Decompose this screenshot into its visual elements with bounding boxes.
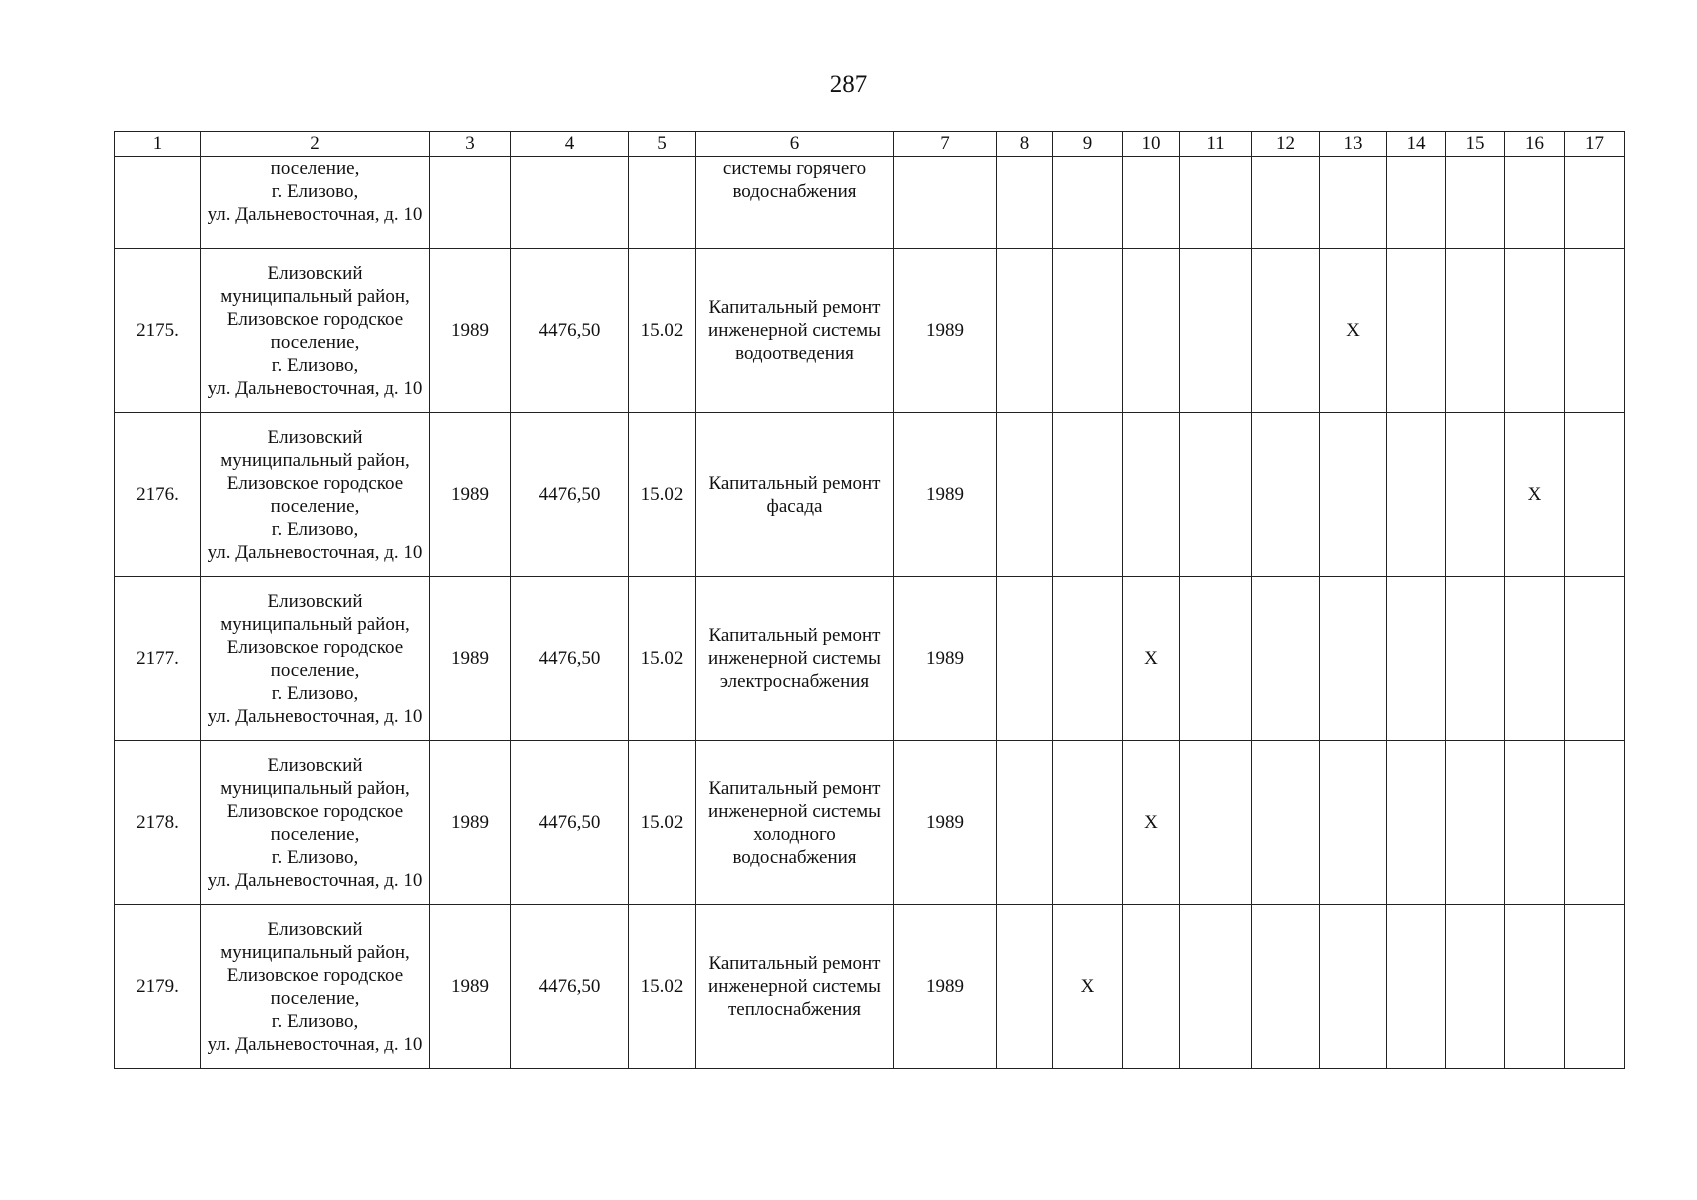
cell-address bbox=[201, 157, 430, 249]
cell-mark bbox=[1565, 413, 1625, 577]
cell-area bbox=[511, 905, 629, 1069]
cell-mark bbox=[1505, 905, 1565, 1069]
cell-num-text: 2176. bbox=[136, 484, 179, 505]
cell-address-text: Елизовский муниципальный район, Елизовское городское поселение, г. Елизово, ул. Дальневосточная, д. 10 bbox=[207, 754, 423, 891]
cell-year-text: 1989 bbox=[926, 648, 964, 669]
cell-mark bbox=[1387, 577, 1446, 741]
cell-mark bbox=[1320, 741, 1387, 905]
cell-year bbox=[894, 905, 997, 1069]
cell-mark bbox=[1180, 905, 1252, 1069]
cell-year-text: 1989 bbox=[926, 976, 964, 997]
column-header: 5 bbox=[629, 132, 696, 157]
address-text: поселение, г. Елизово, ул. Дальневосточная, д. 10 bbox=[207, 158, 423, 225]
column-header: 8 bbox=[997, 132, 1053, 157]
cell-mark bbox=[1565, 741, 1625, 905]
cell-mark-x: X bbox=[1320, 249, 1387, 413]
cell-address bbox=[201, 249, 430, 413]
cell-area bbox=[511, 741, 629, 905]
column-header: 13 bbox=[1320, 132, 1387, 157]
cell-mark bbox=[1505, 577, 1565, 741]
column-header: 14 bbox=[1387, 132, 1446, 157]
cell-work bbox=[696, 249, 894, 413]
cell-mark bbox=[1387, 413, 1446, 577]
cell-code bbox=[629, 905, 696, 1069]
cell-code bbox=[629, 577, 696, 741]
cell-work-text: Капитальный ремонт фасада bbox=[708, 472, 881, 517]
cell-year bbox=[894, 413, 997, 577]
cell-address bbox=[201, 577, 430, 741]
cell-mark bbox=[1320, 577, 1387, 741]
column-header: 16 bbox=[1505, 132, 1565, 157]
cell-work bbox=[696, 157, 894, 249]
cell-mark bbox=[1053, 249, 1123, 413]
cell-mark bbox=[1505, 741, 1565, 905]
cell-mark bbox=[1180, 249, 1252, 413]
column-header: 6 bbox=[696, 132, 894, 157]
cell-mark bbox=[1446, 249, 1505, 413]
cell-num-text: 2179. bbox=[136, 976, 179, 997]
cell-year-built bbox=[430, 249, 511, 413]
cell-num-text: 2177. bbox=[136, 648, 179, 669]
cell-area-text: 4476,50 bbox=[538, 812, 601, 833]
cell-mark bbox=[1446, 157, 1505, 249]
cell-mark bbox=[1123, 413, 1180, 577]
cell-year-built-text: 1989 bbox=[451, 320, 489, 341]
cell-mark bbox=[1180, 157, 1252, 249]
cell-address bbox=[201, 741, 430, 905]
cell-mark bbox=[1252, 413, 1320, 577]
column-header: 7 bbox=[894, 132, 997, 157]
cell-code-text: 15.02 bbox=[640, 648, 684, 669]
cell-mark bbox=[1053, 577, 1123, 741]
cell-mark bbox=[997, 577, 1053, 741]
cell-mark-x: X bbox=[1123, 577, 1180, 741]
cell-mark bbox=[997, 249, 1053, 413]
cell-mark bbox=[1387, 157, 1446, 249]
cell-address-text: Елизовский муниципальный район, Елизовское городское поселение, г. Елизово, ул. Дальневосточная, д. 10 bbox=[207, 590, 423, 727]
cell-mark bbox=[1053, 157, 1123, 249]
cell-work-text: Капитальный ремонт инженерной системы холодного водоснабжения bbox=[708, 777, 881, 868]
cell-mark-x: X bbox=[1053, 905, 1123, 1069]
cell-year-built bbox=[430, 157, 511, 249]
cell-mark bbox=[1565, 157, 1625, 249]
cell-mark bbox=[1252, 905, 1320, 1069]
column-header: 3 bbox=[430, 132, 511, 157]
cell-mark bbox=[1252, 157, 1320, 249]
cell-year-built bbox=[430, 905, 511, 1069]
table-row bbox=[115, 413, 1625, 577]
cell-year-built-text: 1989 bbox=[451, 976, 489, 997]
cell-area bbox=[511, 577, 629, 741]
cell-year bbox=[894, 157, 997, 249]
column-header: 9 bbox=[1053, 132, 1123, 157]
cell-area bbox=[511, 249, 629, 413]
cell-code bbox=[629, 249, 696, 413]
column-header: 10 bbox=[1123, 132, 1180, 157]
cell-year-built bbox=[430, 413, 511, 577]
table-row bbox=[115, 249, 1625, 413]
cell-year-built bbox=[430, 741, 511, 905]
cell-year-text: 1989 bbox=[926, 484, 964, 505]
cell-year-text: 1989 bbox=[926, 812, 964, 833]
cell-year bbox=[894, 741, 997, 905]
cell-work-text: Капитальный ремонт инженерной системы водоотведения bbox=[708, 297, 881, 364]
cell-year-built-text: 1989 bbox=[451, 812, 489, 833]
cell-year bbox=[894, 249, 997, 413]
cell-mark bbox=[1123, 905, 1180, 1069]
cell-num bbox=[115, 905, 201, 1069]
cell-mark bbox=[1320, 413, 1387, 577]
cell-address bbox=[201, 905, 430, 1069]
cell-mark bbox=[1053, 741, 1123, 905]
cell-work bbox=[696, 741, 894, 905]
cell-area bbox=[511, 413, 629, 577]
cell-mark bbox=[1387, 249, 1446, 413]
cell-code-text: 15.02 bbox=[640, 976, 684, 997]
column-header: 1 bbox=[115, 132, 201, 157]
table-row bbox=[115, 905, 1625, 1069]
cell-address-text: Елизовский муниципальный район, Елизовское городское поселение, г. Елизово, ул. Дальневосточная, д. 10 bbox=[207, 918, 423, 1055]
column-header: 17 bbox=[1565, 132, 1625, 157]
cell-mark bbox=[1446, 741, 1505, 905]
cell-num bbox=[115, 249, 201, 413]
cell-num-text: 2178. bbox=[136, 812, 179, 833]
cell-year-built-text: 1989 bbox=[451, 484, 489, 505]
cell-mark bbox=[1252, 249, 1320, 413]
cell-year-text: 1989 bbox=[926, 320, 964, 341]
page-number: 287 bbox=[829, 71, 868, 98]
cell-code-text: 15.02 bbox=[640, 484, 684, 505]
column-header: 4 bbox=[511, 132, 629, 157]
cell-year bbox=[894, 577, 997, 741]
continuation-row bbox=[115, 157, 1625, 249]
column-header: 12 bbox=[1252, 132, 1320, 157]
cell-mark-x: X bbox=[1505, 413, 1565, 577]
cell-num bbox=[115, 413, 201, 577]
cell-mark bbox=[1387, 905, 1446, 1069]
cell-mark bbox=[1252, 577, 1320, 741]
cell-year-built-text: 1989 bbox=[451, 648, 489, 669]
cell-mark bbox=[1180, 577, 1252, 741]
column-header: 11 bbox=[1180, 132, 1252, 157]
cell-mark bbox=[1505, 249, 1565, 413]
cell-mark bbox=[1252, 741, 1320, 905]
cell-num-text: 2175. bbox=[136, 320, 179, 341]
work-text: системы горячего водоснабжения bbox=[722, 158, 867, 202]
cell-area-text: 4476,50 bbox=[538, 648, 601, 669]
cell-mark bbox=[997, 741, 1053, 905]
header-row bbox=[115, 132, 1625, 157]
cell-work bbox=[696, 413, 894, 577]
cell-mark bbox=[1053, 413, 1123, 577]
cell-mark bbox=[1123, 157, 1180, 249]
cell-mark bbox=[997, 905, 1053, 1069]
cell-mark bbox=[1320, 157, 1387, 249]
table-body bbox=[115, 157, 1625, 1069]
table-row bbox=[115, 577, 1625, 741]
cell-num bbox=[115, 741, 201, 905]
cell-work-text: Капитальный ремонт инженерной системы электроснабжения bbox=[708, 625, 881, 692]
cell-code bbox=[629, 741, 696, 905]
cell-mark bbox=[1180, 413, 1252, 577]
cell-mark bbox=[1565, 249, 1625, 413]
cell-address-text: Елизовский муниципальный район, Елизовское городское поселение, г. Елизово, ул. Дальневосточная, д. 10 bbox=[207, 426, 423, 563]
cell-mark-x: X bbox=[1123, 741, 1180, 905]
cell-mark bbox=[1446, 413, 1505, 577]
cell-code-text: 15.02 bbox=[640, 320, 684, 341]
cell-mark bbox=[1446, 905, 1505, 1069]
cell-area-text: 4476,50 bbox=[538, 976, 601, 997]
cell-mark bbox=[1565, 577, 1625, 741]
cell-code bbox=[629, 413, 696, 577]
cell-area bbox=[511, 157, 629, 249]
cell-code bbox=[629, 157, 696, 249]
cell-mark bbox=[1320, 905, 1387, 1069]
cell-mark bbox=[1180, 741, 1252, 905]
cell-code-text: 15.02 bbox=[640, 812, 684, 833]
cell-area-text: 4476,50 bbox=[538, 484, 601, 505]
cell-address-text: Елизовский муниципальный район, Елизовское городское поселение, г. Елизово, ул. Дальневосточная, д. 10 bbox=[207, 262, 423, 399]
cell-num bbox=[115, 157, 201, 249]
cell-mark bbox=[1505, 157, 1565, 249]
cell-mark bbox=[1446, 577, 1505, 741]
cell-mark bbox=[1123, 249, 1180, 413]
cell-num bbox=[115, 577, 201, 741]
cell-year-built bbox=[430, 577, 511, 741]
registry-table bbox=[114, 131, 1625, 1069]
cell-work bbox=[696, 905, 894, 1069]
cell-mark bbox=[1387, 741, 1446, 905]
cell-mark bbox=[997, 413, 1053, 577]
column-header: 2 bbox=[201, 132, 430, 157]
cell-address bbox=[201, 413, 430, 577]
table-row bbox=[115, 741, 1625, 905]
cell-work-text: Капитальный ремонт инженерной системы теплоснабжения bbox=[708, 953, 881, 1020]
cell-mark bbox=[1565, 905, 1625, 1069]
cell-area-text: 4476,50 bbox=[538, 320, 601, 341]
cell-work bbox=[696, 577, 894, 741]
cell-mark bbox=[997, 157, 1053, 249]
column-header: 15 bbox=[1446, 132, 1505, 157]
